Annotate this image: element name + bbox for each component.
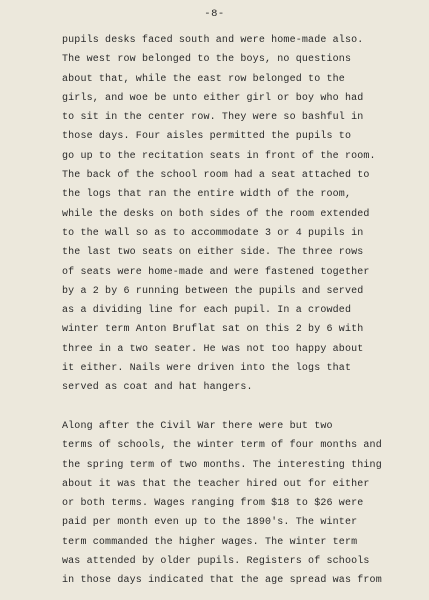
text-line: those days. Four aisles permitted the pupils to (62, 131, 352, 143)
text-line: it either. Nails were driven into the logs that (62, 363, 352, 375)
text-line: as a dividing line for each pupil. In a crowded (62, 305, 352, 317)
text-line: pupils desks faced south and were home-made also. (62, 35, 364, 46)
text-line: was attended by older pupils. Registers of schools (62, 556, 370, 568)
text-line: the spring term of two months. The interesting thing (62, 459, 382, 471)
text-line: The back of the school room had a seat attached to (62, 170, 370, 182)
text-line: term commanded the higher wages. The winter term (62, 536, 358, 548)
paragraph-1 (62, 31, 422, 398)
text-line: the logs that ran the entire width of the room, (62, 189, 352, 201)
text-line: winter term Anton Bruflat sat on this 2 by 6 with (62, 324, 364, 336)
text-line: go up to the recitation seats in front of the room. (62, 150, 376, 162)
text-line: or both terms. Wages ranging from $18 to $26 were (62, 498, 364, 510)
text-line: about that, while the east row belonged to the (62, 73, 345, 85)
text-line: Along after the Civil War there were but two (62, 420, 333, 432)
text-line: about it was that the teacher hired out for either (62, 478, 370, 490)
text-line: terms of schools, the winter term of four months and (62, 440, 382, 452)
paragraph-gap (62, 398, 422, 417)
text-line: to sit in the center row. They were so bashful in (62, 112, 364, 124)
text-line: The west row belonged to the boys, no questions (62, 54, 352, 66)
text-line: to the wall so as to accommodate 3 or 4 pupils in (62, 227, 364, 239)
text-line: girls, and woe be unto either girl or boy who had (62, 92, 364, 104)
text-line: while the desks on both sides of the room extended (62, 208, 370, 220)
text-line: three in a two seater. He was not too happy about (62, 343, 364, 355)
text-line: the last two seats on either side. The three rows (62, 247, 364, 259)
page-number: -8- (204, 8, 225, 20)
text-line: in those days indicated that the age spread was from (62, 575, 382, 587)
text-line: paid per month even up to the 1890's. The winter (62, 517, 358, 529)
text-line: served as coat and hat hangers. (62, 382, 253, 394)
paragraph-2 (62, 417, 422, 591)
body-text (62, 31, 422, 591)
text-line: of seats were home-made and were fastened together (62, 266, 370, 278)
text-line: by a 2 by 6 running between the pupils and served (62, 285, 364, 297)
